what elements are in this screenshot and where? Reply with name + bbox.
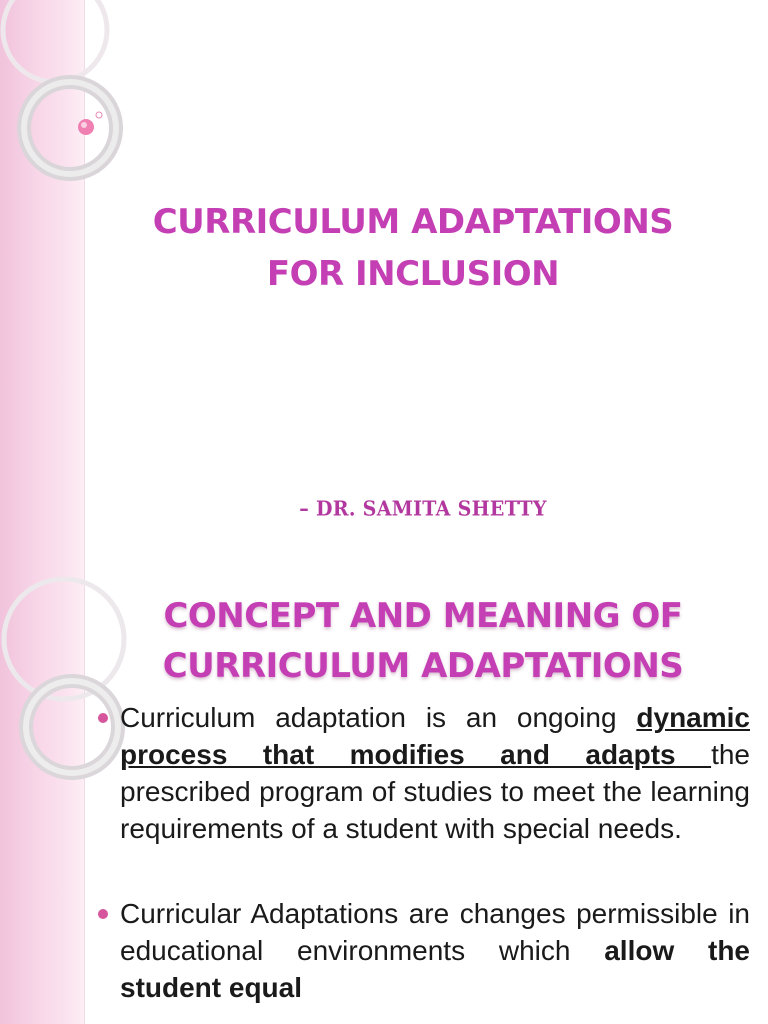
- bullet-text: Curriculum adaptation is an ongoing: [120, 702, 637, 733]
- bullet-item: [96, 895, 750, 1006]
- bullet-text: the prescribed program of studies to meet the learning requirements of a student with special needs.: [120, 739, 750, 844]
- bullet-dot-icon: [98, 713, 108, 723]
- presentation-title-line-1: CURRICULUM ADAPTATIONS: [152, 202, 674, 242]
- author-subtitle: – DR. SAMITA SHETTY: [299, 497, 547, 521]
- presentation-title-line-2: FOR INCLUSION: [266, 254, 560, 294]
- bullet-emphasis: allow the student equal: [120, 935, 751, 1003]
- bullet-list: [96, 699, 750, 1024]
- content-slide: [0, 577, 768, 1024]
- slide-title-line-2: CURRICULUM ADAPTATIONS: [162, 646, 684, 686]
- presentation-title: [84, 196, 742, 300]
- bullet-item: [96, 699, 750, 847]
- slide-title: [90, 591, 756, 691]
- slide-title-line-1: CONCEPT AND MEANING OF: [163, 596, 683, 636]
- bullet-emphasis: dynamic process that modifies and adapts: [120, 702, 750, 770]
- bullet-dot-icon: [98, 909, 108, 919]
- bullet-text: Curricular Adaptations are changes permissible in educational environments which: [120, 898, 750, 966]
